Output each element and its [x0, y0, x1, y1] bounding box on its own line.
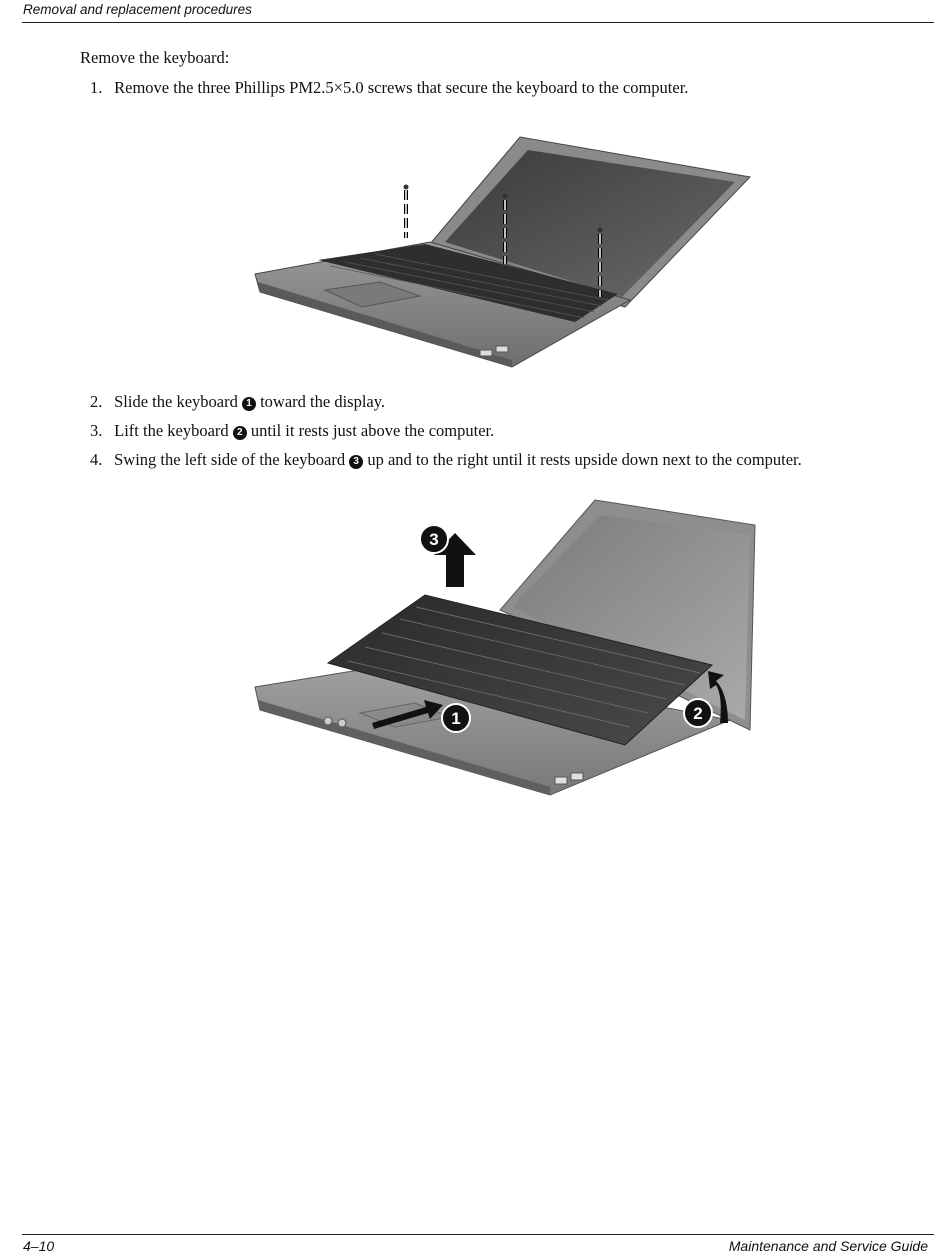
svg-text:2: 2 [693, 704, 703, 723]
intro-text: Remove the keyboard: [80, 48, 230, 67]
header-title: Removal and replacement procedures [23, 2, 252, 17]
svg-text:3: 3 [429, 530, 439, 549]
callout-badge: 3 [349, 455, 363, 469]
step-number: 4. [90, 450, 103, 469]
step-4 [90, 450, 802, 470]
step-text-after: toward the display. [260, 392, 386, 411]
callout-2 [684, 699, 712, 727]
screw-marker [404, 185, 409, 239]
laptop-illustration-2 [250, 495, 760, 800]
step-text-after: up and to the right until it rests upside down next to the computer. [367, 450, 802, 469]
step-number: 3. [90, 421, 103, 440]
callout-badge: 1 [242, 397, 256, 411]
callout-3 [420, 525, 448, 553]
step-text-before: Swing the left side of the keyboard [114, 450, 346, 469]
laptop-illustration-1 [250, 132, 760, 372]
step-1 [90, 78, 688, 98]
step-number: 2. [90, 392, 103, 411]
step-text-before: Slide the keyboard [114, 392, 238, 411]
figure-screw-removal [250, 132, 760, 372]
figure-keyboard-lift [250, 495, 760, 800]
step-number: 1. [90, 78, 103, 97]
page-footer [22, 1234, 934, 1255]
callout-1 [442, 704, 470, 732]
step-3 [90, 421, 494, 441]
guide-title: Maintenance and Service Guide [728, 1238, 928, 1254]
step-text-after: until it rests just above the computer. [250, 421, 495, 440]
page-header [22, 0, 934, 23]
step-text: Remove the three Phillips PM2.5×5.0 screws that secure the keyboard to the computer. [114, 78, 689, 97]
page-number: 4–10 [23, 1238, 55, 1254]
callout-badge: 2 [233, 426, 247, 440]
step-text-before: Lift the keyboard [114, 421, 229, 440]
step-2 [90, 392, 385, 412]
svg-text:1: 1 [451, 709, 461, 728]
